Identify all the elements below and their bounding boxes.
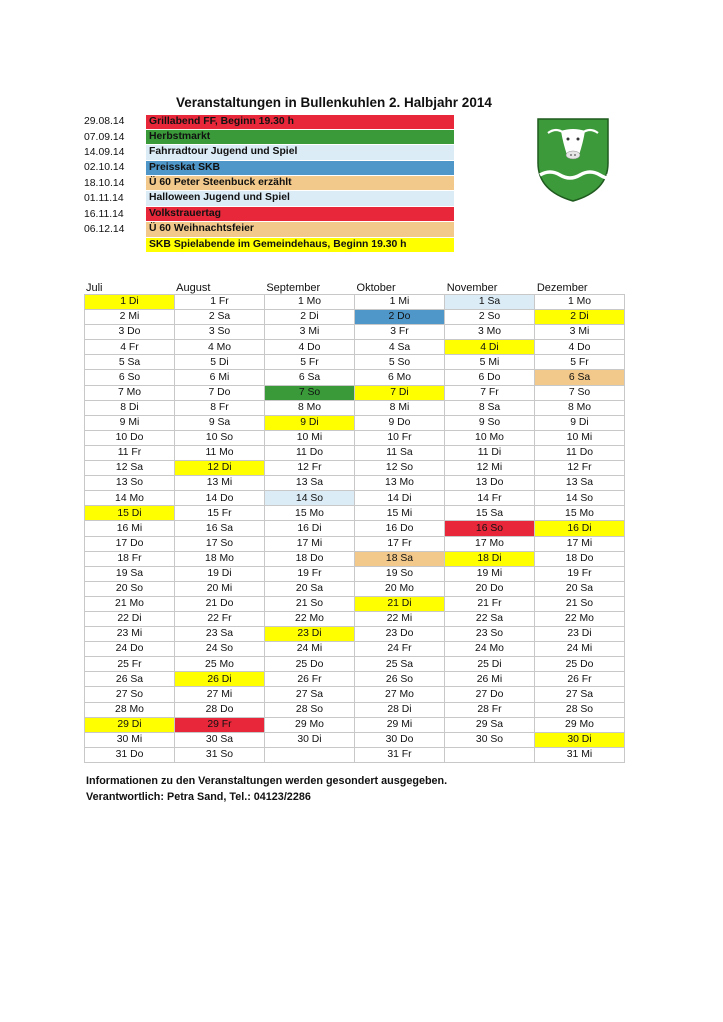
- calendar-day-cell: 7 So: [535, 385, 625, 400]
- calendar-day-cell: 28 Do: [175, 702, 265, 717]
- calendar-day-cell: 14 Mo: [85, 491, 175, 506]
- calendar-row: [85, 732, 625, 747]
- calendar-day-cell: 14 Do: [175, 491, 265, 506]
- calendar-row: [85, 295, 625, 310]
- calendar-day-cell: 23 Di: [265, 627, 355, 642]
- calendar-day-cell: 13 Sa: [535, 476, 625, 491]
- calendar-day-cell: 11 Sa: [355, 445, 445, 460]
- calendar-day-cell: 10 Mo: [445, 430, 535, 445]
- event-row: [84, 222, 454, 237]
- calendar-day-cell: 2 Di: [535, 310, 625, 325]
- calendar-day-cell: 12 Fr: [265, 461, 355, 476]
- calendar-day-cell: 17 Mi: [535, 536, 625, 551]
- calendar-day-cell: 21 Do: [175, 596, 265, 611]
- event-date: 07.09.14: [84, 131, 125, 143]
- calendar-day-cell: 25 Mo: [175, 657, 265, 672]
- calendar-day-cell: 23 Do: [355, 627, 445, 642]
- calendar-day-cell: 4 Mo: [175, 340, 265, 355]
- event-row: [84, 237, 454, 252]
- calendar-day-cell: 18 Fr: [85, 551, 175, 566]
- calendar-day-cell: 27 Sa: [265, 687, 355, 702]
- calendar-day-cell: 1 Mi: [355, 295, 445, 310]
- calendar-day-cell: 17 Do: [85, 536, 175, 551]
- calendar-day-cell: 18 Sa: [355, 551, 445, 566]
- calendar-day-cell: 11 Di: [445, 445, 535, 460]
- calendar-day-cell: 22 Mo: [535, 611, 625, 626]
- calendar-day-cell: 24 Mi: [265, 642, 355, 657]
- calendar-day-cell: 9 Mi: [85, 415, 175, 430]
- calendar-day-cell: 13 Mi: [175, 476, 265, 491]
- event-date: 06.12.14: [84, 223, 125, 235]
- calendar-day-cell: 21 Di: [355, 596, 445, 611]
- calendar-day-cell: 22 Di: [85, 611, 175, 626]
- calendar-day-cell: 19 Sa: [85, 566, 175, 581]
- calendar-day-cell: 31 So: [175, 747, 265, 762]
- calendar-day-cell: 15 Mo: [265, 506, 355, 521]
- calendar-day-cell: 28 Mo: [85, 702, 175, 717]
- calendar-day-cell: 8 Mo: [265, 400, 355, 415]
- calendar-row: [85, 747, 625, 762]
- calendar-day-cell: 29 Fr: [175, 717, 265, 732]
- page-title: Veranstaltungen in Bullenkuhlen 2. Halbjahr 2014: [176, 95, 492, 110]
- calendar-day-cell: 23 Mi: [85, 627, 175, 642]
- event-row: [84, 206, 454, 221]
- calendar-day-cell: [265, 747, 355, 762]
- calendar-day-cell: 10 Mi: [265, 430, 355, 445]
- calendar-day-cell: 11 Do: [265, 445, 355, 460]
- calendar-day-cell: 30 Di: [535, 732, 625, 747]
- calendar-day-cell: 22 Sa: [445, 611, 535, 626]
- calendar-row: [85, 551, 625, 566]
- calendar-day-cell: 2 Do: [355, 310, 445, 325]
- calendar-day-cell: 21 So: [535, 596, 625, 611]
- calendar-row: [85, 370, 625, 385]
- calendar-day-cell: 25 Di: [445, 657, 535, 672]
- calendar-row: [85, 476, 625, 491]
- calendar-day-cell: 15 Mo: [535, 506, 625, 521]
- calendar-day-cell: 15 Mi: [355, 506, 445, 521]
- calendar-day-cell: [445, 747, 535, 762]
- calendar-day-cell: 9 Di: [535, 415, 625, 430]
- calendar-day-cell: 15 Fr: [175, 506, 265, 521]
- calendar-day-cell: 4 Do: [265, 340, 355, 355]
- calendar-day-cell: 7 Fr: [445, 385, 535, 400]
- calendar-row: [85, 430, 625, 445]
- calendar-row: [85, 461, 625, 476]
- calendar-day-cell: 7 So: [265, 385, 355, 400]
- calendar-day-cell: 29 Mo: [265, 717, 355, 732]
- calendar-day-cell: 11 Mo: [175, 445, 265, 460]
- calendar-day-cell: 17 Fr: [355, 536, 445, 551]
- calendar-day-cell: 30 Mi: [85, 732, 175, 747]
- calendar-row: [85, 415, 625, 430]
- calendar-day-cell: 4 Di: [445, 340, 535, 355]
- calendar-day-cell: 3 Fr: [355, 325, 445, 340]
- calendar-day-cell: 1 Mo: [265, 295, 355, 310]
- calendar-row: [85, 536, 625, 551]
- calendar-day-cell: 17 Mi: [265, 536, 355, 551]
- calendar-day-cell: 5 Fr: [265, 355, 355, 370]
- footer-info-text: Informationen zu den Veranstaltungen werden gesondert ausgegeben.: [86, 775, 448, 787]
- calendar-day-cell: 2 Di: [265, 310, 355, 325]
- calendar-day-cell: 28 Fr: [445, 702, 535, 717]
- month-header-juli: Juli: [86, 282, 103, 294]
- calendar-day-cell: 5 So: [355, 355, 445, 370]
- calendar-row: [85, 611, 625, 626]
- calendar-day-cell: 18 Do: [265, 551, 355, 566]
- calendar-day-cell: 5 Fr: [535, 355, 625, 370]
- event-row: [84, 145, 454, 160]
- calendar-day-cell: 23 Di: [535, 627, 625, 642]
- calendar-day-cell: 3 Mi: [265, 325, 355, 340]
- calendar-day-cell: 6 So: [85, 370, 175, 385]
- calendar-day-cell: 14 Fr: [445, 491, 535, 506]
- calendar-day-cell: 6 Mi: [175, 370, 265, 385]
- footer: [86, 773, 447, 805]
- calendar-day-cell: 13 Sa: [265, 476, 355, 491]
- event-title: Grillabend FF, Beginn 19.30 h: [146, 115, 454, 129]
- calendar-day-cell: 30 Di: [265, 732, 355, 747]
- calendar-day-cell: 1 Fr: [175, 295, 265, 310]
- calendar-day-cell: 8 Mi: [355, 400, 445, 415]
- calendar-day-cell: 16 Di: [535, 521, 625, 536]
- calendar-day-cell: 10 Do: [85, 430, 175, 445]
- calendar-header: [84, 278, 625, 294]
- calendar-day-cell: 15 Di: [85, 506, 175, 521]
- event-title: Volkstrauertag: [146, 207, 454, 221]
- calendar-day-cell: 30 Do: [355, 732, 445, 747]
- calendar-day-cell: 10 So: [175, 430, 265, 445]
- calendar-row: [85, 491, 625, 506]
- calendar-day-cell: 26 Fr: [535, 672, 625, 687]
- calendar-day-cell: 1 Di: [85, 295, 175, 310]
- calendar-day-cell: 3 So: [175, 325, 265, 340]
- calendar-row: [85, 687, 625, 702]
- calendar-day-cell: 13 Do: [445, 476, 535, 491]
- event-row: [84, 114, 454, 129]
- calendar-row: [85, 325, 625, 340]
- calendar-day-cell: 7 Mo: [85, 385, 175, 400]
- calendar-day-cell: 8 Sa: [445, 400, 535, 415]
- calendar-day-cell: 20 So: [85, 581, 175, 596]
- calendar-day-cell: 26 So: [355, 672, 445, 687]
- event-date: 01.11.14: [84, 193, 124, 205]
- calendar-row: [85, 521, 625, 536]
- calendar-day-cell: 24 Fr: [355, 642, 445, 657]
- calendar-row: [85, 385, 625, 400]
- calendar-row: [85, 717, 625, 732]
- calendar-day-cell: 18 Do: [535, 551, 625, 566]
- calendar-row: [85, 702, 625, 717]
- calendar-day-cell: 6 Do: [445, 370, 535, 385]
- calendar-day-cell: 12 Fr: [535, 461, 625, 476]
- calendar-day-cell: 16 Sa: [175, 521, 265, 536]
- calendar-day-cell: 9 So: [445, 415, 535, 430]
- calendar-day-cell: 17 Mo: [445, 536, 535, 551]
- calendar-day-cell: 25 Sa: [355, 657, 445, 672]
- calendar-day-cell: 30 Sa: [175, 732, 265, 747]
- calendar-day-cell: 25 Fr: [85, 657, 175, 672]
- calendar-day-cell: 2 So: [445, 310, 535, 325]
- event-date: 18.10.14: [84, 177, 125, 189]
- calendar-day-cell: 20 Mo: [355, 581, 445, 596]
- calendar-day-cell: 8 Mo: [535, 400, 625, 415]
- event-list: [84, 114, 454, 253]
- event-date: 29.08.14: [84, 116, 125, 128]
- calendar-day-cell: 23 So: [445, 627, 535, 642]
- calendar-day-cell: 19 Di: [175, 566, 265, 581]
- calendar-day-cell: 12 Sa: [85, 461, 175, 476]
- calendar-day-cell: 24 Mo: [445, 642, 535, 657]
- calendar-row: [85, 340, 625, 355]
- calendar-day-cell: 24 Do: [85, 642, 175, 657]
- calendar-day-cell: 16 So: [445, 521, 535, 536]
- calendar-day-cell: 20 Sa: [265, 581, 355, 596]
- calendar-day-cell: 22 Fr: [175, 611, 265, 626]
- calendar-day-cell: 24 So: [175, 642, 265, 657]
- calendar-day-cell: 4 Fr: [85, 340, 175, 355]
- calendar-day-cell: 26 Di: [175, 672, 265, 687]
- calendar-day-cell: 29 Mo: [535, 717, 625, 732]
- calendar-day-cell: 19 Mi: [445, 566, 535, 581]
- calendar-day-cell: 27 Do: [445, 687, 535, 702]
- event-date: 14.09.14: [84, 146, 125, 158]
- calendar-day-cell: 1 Sa: [445, 295, 535, 310]
- event-title: Halloween Jugend und Spiel: [146, 191, 454, 205]
- calendar-day-cell: 31 Fr: [355, 747, 445, 762]
- event-title: Ü 60 Weihnachtsfeier: [146, 222, 454, 236]
- calendar-day-cell: 5 Mi: [445, 355, 535, 370]
- calendar-day-cell: 1 Mo: [535, 295, 625, 310]
- month-header-oktober: Oktober: [356, 282, 396, 294]
- calendar-day-cell: 25 Do: [535, 657, 625, 672]
- calendar-day-cell: 18 Mo: [175, 551, 265, 566]
- month-header-november: November: [446, 282, 498, 294]
- calendar-day-cell: 3 Mo: [445, 325, 535, 340]
- event-title: Herbstmarkt: [146, 130, 454, 144]
- calendar-row: [85, 657, 625, 672]
- calendar-day-cell: 16 Do: [355, 521, 445, 536]
- calendar-day-cell: 9 Di: [265, 415, 355, 430]
- calendar-day-cell: 25 Do: [265, 657, 355, 672]
- calendar-day-cell: 26 Fr: [265, 672, 355, 687]
- calendar-day-cell: 14 So: [535, 491, 625, 506]
- calendar-day-cell: 3 Mi: [535, 325, 625, 340]
- calendar-day-cell: 3 Do: [85, 325, 175, 340]
- calendar-row: [85, 506, 625, 521]
- calendar-day-cell: 4 Do: [535, 340, 625, 355]
- event-title: SKB Spielabende im Gemeindehaus, Beginn 19.30 h: [146, 238, 454, 252]
- event-date: 02.10.14: [84, 162, 125, 174]
- calendar-day-cell: 29 Di: [85, 717, 175, 732]
- calendar-day-cell: 14 So: [265, 491, 355, 506]
- month-header-august: August: [176, 282, 211, 294]
- bull-head-crest-icon: [536, 117, 610, 203]
- calendar-day-cell: 15 Sa: [445, 506, 535, 521]
- event-title: Fahrradtour Jugend und Spiel: [146, 145, 454, 159]
- calendar-day-cell: 8 Di: [85, 400, 175, 415]
- calendar-day-cell: 22 Mi: [355, 611, 445, 626]
- calendar-day-cell: 28 So: [535, 702, 625, 717]
- calendar-day-cell: 10 Fr: [355, 430, 445, 445]
- calendar-day-cell: 24 Mi: [535, 642, 625, 657]
- calendar-day-cell: 5 Sa: [85, 355, 175, 370]
- calendar-day-cell: 28 Di: [355, 702, 445, 717]
- event-row: [84, 160, 454, 175]
- calendar-day-cell: 14 Di: [355, 491, 445, 506]
- calendar-day-cell: 13 Mo: [355, 476, 445, 491]
- calendar-row: [85, 355, 625, 370]
- calendar-day-cell: 20 Sa: [535, 581, 625, 596]
- calendar-row: [85, 642, 625, 657]
- calendar-row: [85, 445, 625, 460]
- calendar-day-cell: 2 Sa: [175, 310, 265, 325]
- calendar-row: [85, 581, 625, 596]
- calendar-day-cell: 26 Sa: [85, 672, 175, 687]
- calendar-day-cell: 30 So: [445, 732, 535, 747]
- calendar-day-cell: 29 Mi: [355, 717, 445, 732]
- event-row: [84, 176, 454, 191]
- event-date: 16.11.14: [84, 208, 124, 220]
- calendar-row: [85, 400, 625, 415]
- calendar-day-cell: 31 Do: [85, 747, 175, 762]
- calendar-day-cell: 2 Mi: [85, 310, 175, 325]
- calendar-day-cell: 26 Mi: [445, 672, 535, 687]
- calendar-day-cell: 27 So: [85, 687, 175, 702]
- calendar-day-cell: 21 Mo: [85, 596, 175, 611]
- calendar-day-cell: 22 Mo: [265, 611, 355, 626]
- calendar-day-cell: 4 Sa: [355, 340, 445, 355]
- calendar-day-cell: 5 Di: [175, 355, 265, 370]
- calendar-day-cell: 6 Sa: [265, 370, 355, 385]
- calendar-day-cell: 19 So: [355, 566, 445, 581]
- event-calendar: [84, 278, 625, 763]
- calendar-day-cell: 28 So: [265, 702, 355, 717]
- calendar-day-cell: 9 Sa: [175, 415, 265, 430]
- calendar-day-cell: 17 So: [175, 536, 265, 551]
- calendar-day-cell: 12 Mi: [445, 461, 535, 476]
- calendar-day-cell: 20 Do: [445, 581, 535, 596]
- calendar-row: [85, 310, 625, 325]
- event-row: [84, 191, 454, 206]
- calendar-day-cell: 7 Di: [355, 385, 445, 400]
- event-row: [84, 129, 454, 144]
- calendar-day-cell: 11 Do: [535, 445, 625, 460]
- calendar-day-cell: 13 So: [85, 476, 175, 491]
- month-header-september: September: [266, 282, 321, 294]
- calendar-day-cell: 20 Mi: [175, 581, 265, 596]
- event-title: Ü 60 Peter Steenbuck erzählt: [146, 176, 454, 190]
- calendar-day-cell: 9 Do: [355, 415, 445, 430]
- calendar-day-cell: 23 Sa: [175, 627, 265, 642]
- calendar-day-cell: 19 Fr: [535, 566, 625, 581]
- calendar-day-cell: 8 Fr: [175, 400, 265, 415]
- calendar-day-cell: 16 Mi: [85, 521, 175, 536]
- event-title: Preisskat SKB: [146, 161, 454, 175]
- calendar-day-cell: 11 Fr: [85, 445, 175, 460]
- calendar-day-cell: 19 Fr: [265, 566, 355, 581]
- month-header-dezember: Dezember: [536, 282, 588, 294]
- calendar-day-cell: 12 So: [355, 461, 445, 476]
- calendar-day-cell: 21 Fr: [445, 596, 535, 611]
- calendar-day-cell: 31 Mi: [535, 747, 625, 762]
- calendar-day-cell: 10 Mi: [535, 430, 625, 445]
- calendar-day-cell: 21 So: [265, 596, 355, 611]
- calendar-day-cell: 12 Di: [175, 461, 265, 476]
- calendar-day-cell: 18 Di: [445, 551, 535, 566]
- calendar-table: [84, 294, 625, 763]
- calendar-row: [85, 596, 625, 611]
- calendar-day-cell: 29 Sa: [445, 717, 535, 732]
- calendar-day-cell: 7 Do: [175, 385, 265, 400]
- calendar-day-cell: 27 Mo: [355, 687, 445, 702]
- calendar-day-cell: 6 Sa: [535, 370, 625, 385]
- calendar-day-cell: 27 Sa: [535, 687, 625, 702]
- calendar-row: [85, 627, 625, 642]
- calendar-day-cell: 6 Mo: [355, 370, 445, 385]
- calendar-row: [85, 566, 625, 581]
- calendar-day-cell: 27 Mi: [175, 687, 265, 702]
- footer-contact-text: Verantwortlich: Petra Sand, Tel.: 04123/2286: [86, 791, 311, 803]
- calendar-row: [85, 672, 625, 687]
- calendar-day-cell: 16 Di: [265, 521, 355, 536]
